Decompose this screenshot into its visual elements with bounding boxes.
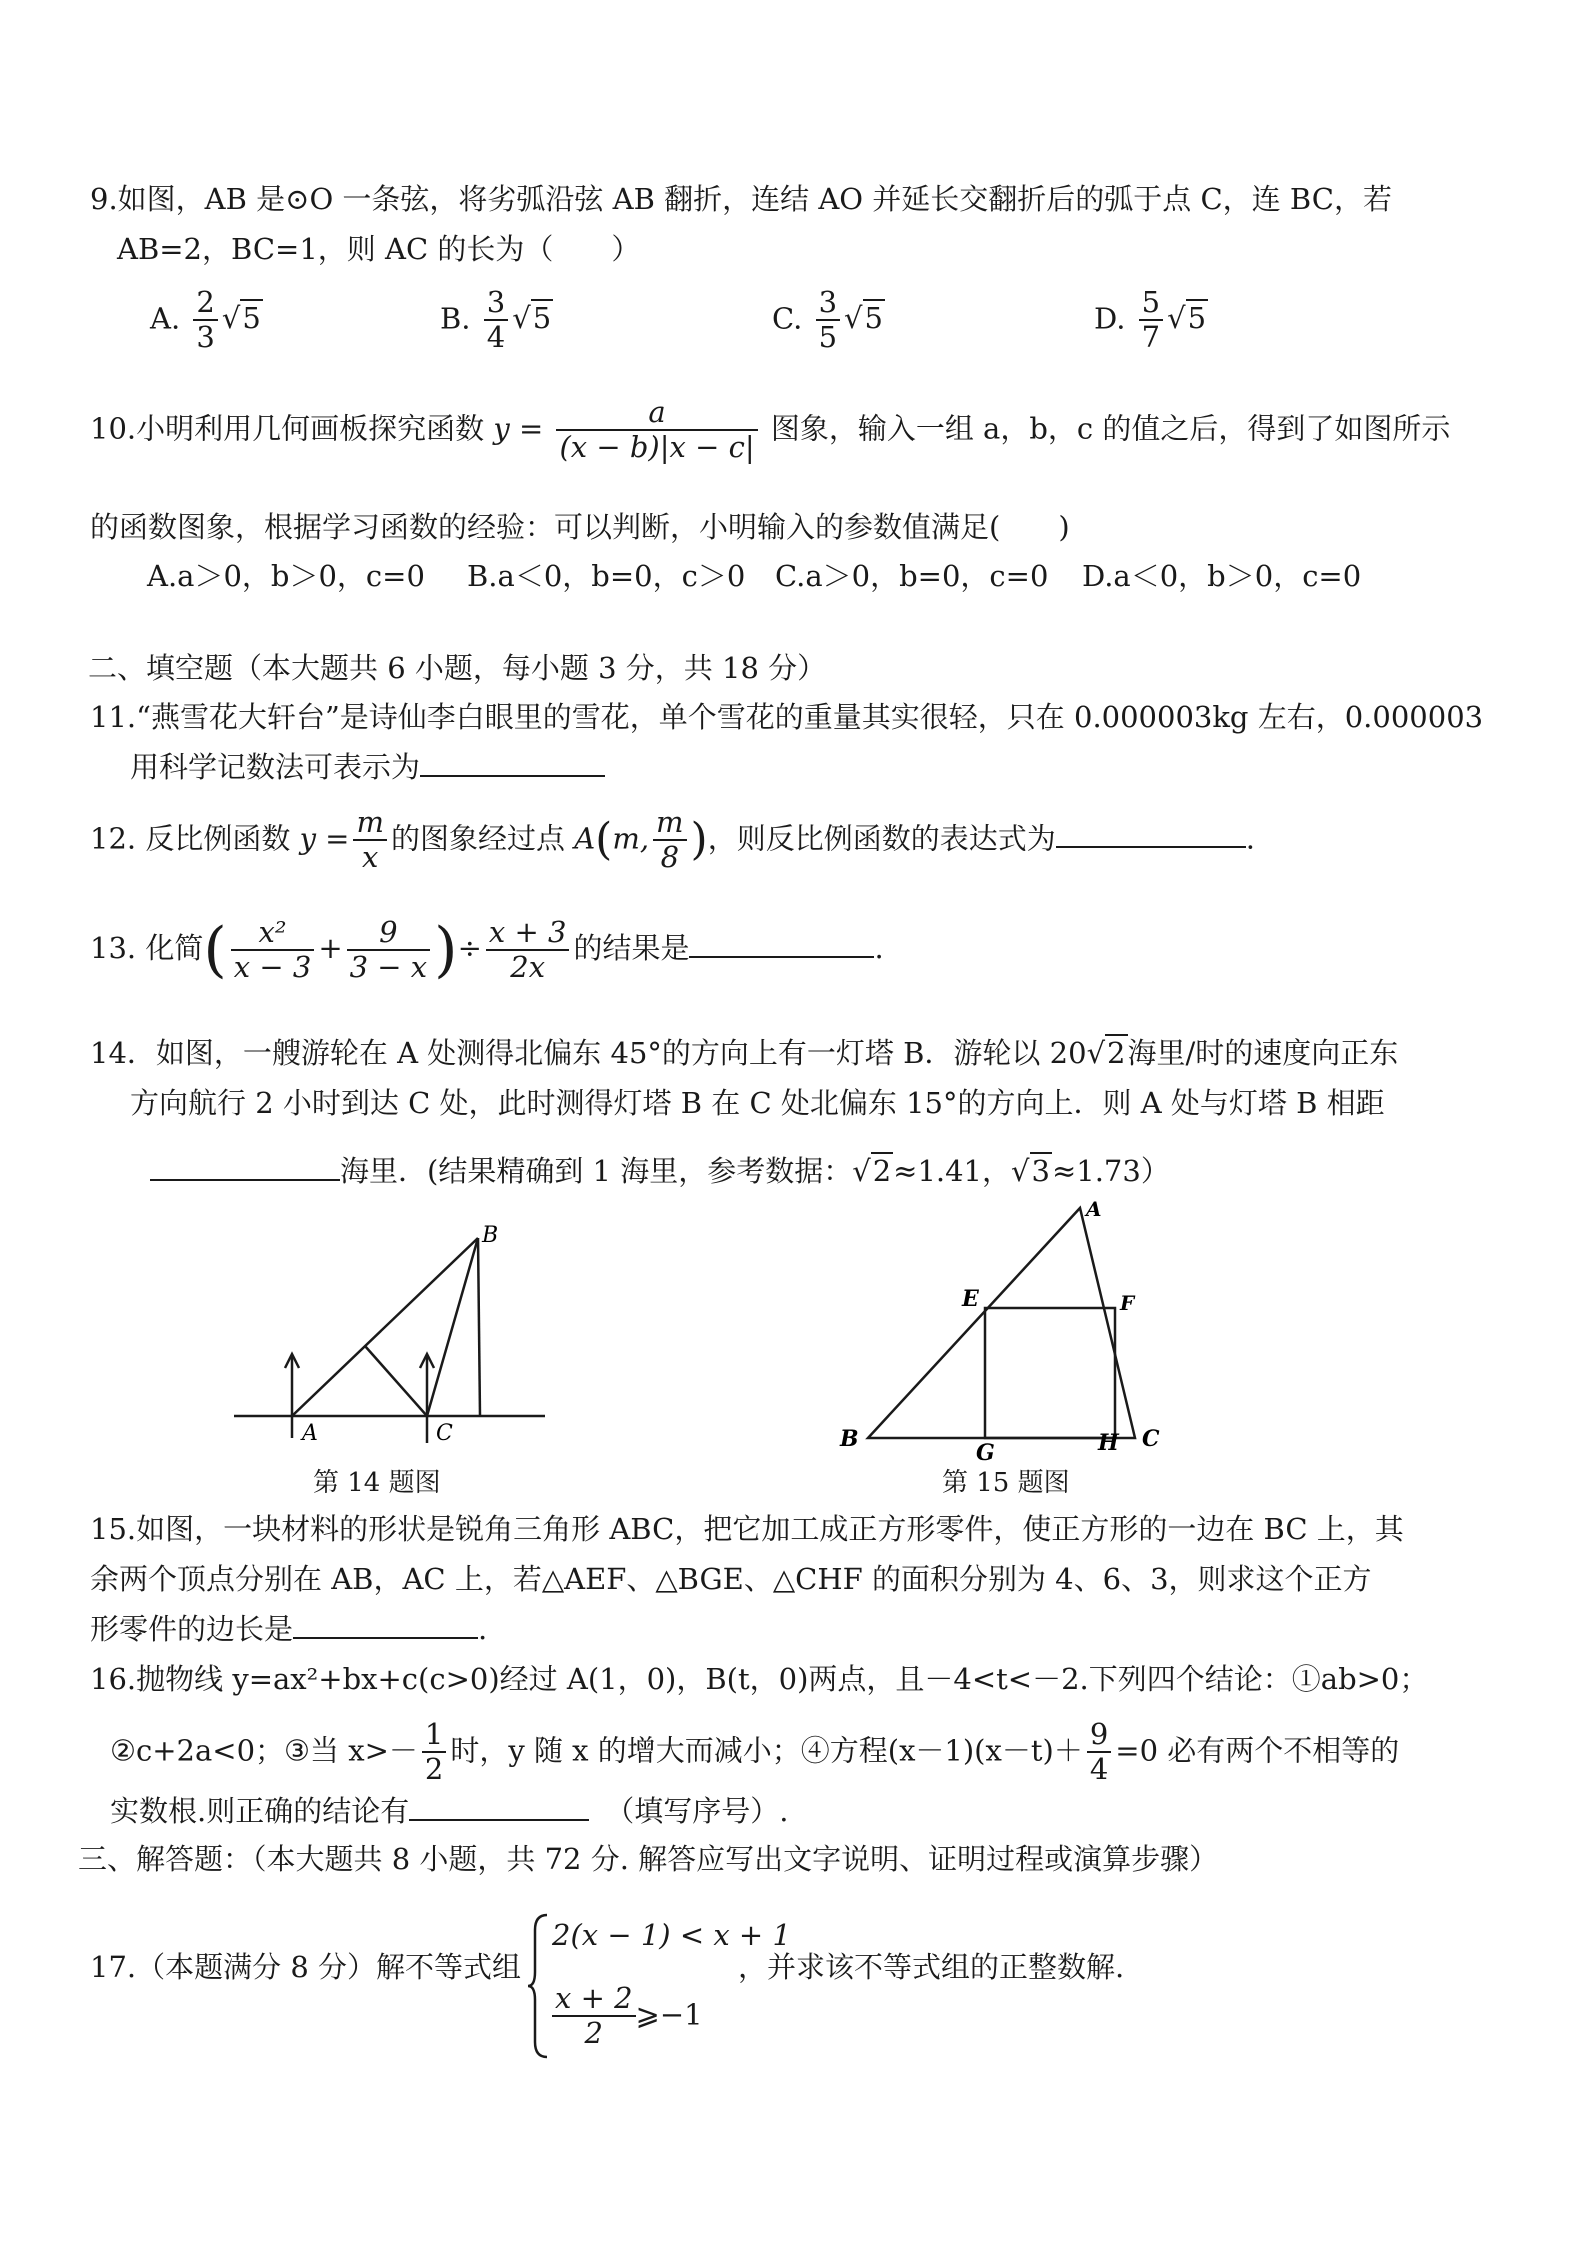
q16-line1: 16.抛物线 y=ax²+bx+c(c>0)经过 A(1，0)，B(t，0)两点，且－4<t<－2.下列四个结论：①ab>0； (90, 1662, 1429, 1696)
q10-tail: 图象，输入一组 a，b，c 的值之后，得到了如图所示 (770, 411, 1451, 446)
q14-line2: 方向航行 2 小时到达 C 处，此时测得灯塔 B 在 C 处北偏东 15°的方向上．则 A 处与灯塔 B 相距 (130, 1086, 1385, 1120)
fig15-label-h: H (1098, 1430, 1119, 1456)
q16-line2 (110, 1718, 1399, 1787)
q12-fraction: $\frac{m}{x}$ (353, 806, 387, 875)
fig14-label-a: A (302, 1421, 318, 1446)
q15-end: . (478, 1612, 488, 1646)
option-label: C. (772, 301, 803, 336)
q10-line2: 的函数图象，根据学习函数的经验：可以判断，小明输入的参数值满足( ) (90, 510, 1070, 544)
fraction: $\frac{5}{7}$ (1139, 286, 1163, 355)
q12-point-fraction: $\frac{m}{8}$ (653, 806, 687, 875)
q9-option-c[interactable] (772, 286, 885, 355)
q14-sqrt2-value: ≈1.41， (893, 1154, 1012, 1188)
sqrt: √2 (1086, 1036, 1126, 1070)
q16-fraction-1: $\frac{1}{2}$ (422, 1718, 446, 1787)
sqrt: √5 (1167, 301, 1207, 336)
q12-tail: ，则反比例函数的表达式为 (707, 821, 1056, 856)
q11-answer-blank[interactable] (420, 774, 605, 777)
q17-fraction: $\frac{x + 2}{2}$ (552, 1982, 636, 2051)
q12-end: . (1245, 821, 1255, 856)
q16-line3-a: 实数根.则正确的结论有 (110, 1794, 410, 1828)
q9-option-b[interactable] (440, 286, 553, 355)
q15-line1: 15.如图，一块材料的形状是锐角三角形 ABC，把它加工成正方形零件，使正方形的一边在 BC 上，其 (90, 1512, 1404, 1546)
q13-divide: ÷ (457, 931, 482, 965)
q10-option-a[interactable]: A.a＞0，b＞0，c=0 (147, 559, 425, 593)
q17-brace (527, 1912, 549, 2060)
fig15-label-a: A (1086, 1198, 1102, 1221)
q12-point-x: m, (612, 821, 650, 856)
q10-stem (90, 396, 1450, 465)
q14-answer-blank[interactable] (150, 1178, 340, 1181)
q13-tail: 的结果是 (573, 931, 690, 965)
q9-text: 9.如图，AB 是⊙O 一条弦，将劣弧沿弦 AB 翻折，连结 AO 并延长交翻折后的弧于点 C，连 BC，若 (90, 182, 1392, 216)
fig14-caption: 第 14 题图 (313, 1468, 441, 1498)
fig15-label-e: E (962, 1286, 979, 1312)
sqrt: √5 (221, 301, 261, 336)
q10-option-d[interactable]: D.a＜0，b＞0，c=0 (1082, 559, 1362, 593)
q11-text: 11.“燕雪花大轩台”是诗仙李白眼里的雪花，单个雪花的重量其实很轻，只在 0.000003kg 左右，0.000003 (90, 700, 1484, 734)
q16-line3-b: （填写序号）. (605, 1794, 789, 1828)
q17-lead: 17.（本题满分 8 分）解不等式组 (90, 1950, 522, 1984)
fig14-label-c: C (436, 1421, 453, 1446)
q9-option-d[interactable] (1094, 286, 1208, 355)
q11-text-line2 (130, 750, 605, 785)
q9-text-line2: AB=2，BC=1，则 AC 的长为（ ） (117, 232, 641, 266)
q10-fn-fraction: $\frac{a}{(x - b)|x - c|}$ (556, 396, 757, 465)
q17-tail: ，并求该不等式组的正整数解. (738, 1950, 1125, 1984)
q13-end: . (874, 931, 884, 965)
q13-stem: 13. 化简( $\frac{\text{x²}}{x - 3}$ + $\frac{9}{3 - x}$ )÷ $\frac{x + 3}{2x}$ 的结果是 . (90, 914, 884, 985)
q15-answer-blank[interactable] (293, 1636, 478, 1639)
q17-inequality-1: 2(x − 1) < x + 1 (552, 1918, 791, 1952)
q17-relation: ⩾−1 (635, 1997, 703, 2032)
sqrt: √3 (1011, 1154, 1050, 1188)
sqrt: √2 (852, 1154, 892, 1188)
fig14-label-b: B (482, 1223, 499, 1248)
option-label: A. (150, 301, 181, 336)
fig15-label-b: B (840, 1426, 859, 1452)
q13-fraction-a: $\frac{\text{x²}}{x - 3}$ (231, 916, 315, 985)
q12-point-name: A (574, 821, 596, 856)
q14-sqrt3-value: ≈1.73） (1051, 1154, 1170, 1188)
q16-line2-b: 时，y 随 x 的增大而减小；④方程(x－1)(x－t)＋ (450, 1733, 1083, 1768)
q12-stem: 12. 反比例函数 y = $\frac{m}{x}$ 的图象经过点 A(m, $\frac{m}{8}$ )，则反比例函数的表达式为 . (90, 805, 1255, 875)
q10-lead: 10.小明利用几何画板探究函数 (90, 411, 485, 446)
q13-lead: 13. 化简 (90, 931, 204, 965)
q14-line1-b: 海里/时的速度向正东 (1127, 1036, 1399, 1070)
section-3-title: 三、解答题：（本大题共 8 小题，共 72 分. 解答应写出文字说明、证明过程或演算步骤） (78, 1842, 1219, 1876)
q10-option-c[interactable]: C.a＞0，b=0，c=0 (775, 559, 1049, 593)
q15-line3 (90, 1612, 487, 1647)
fraction: $\frac{3}{4}$ (484, 286, 508, 355)
q15-line3-text: 形零件的边长是 (90, 1612, 294, 1646)
sqrt: √5 (512, 301, 552, 336)
q11-label: 用科学记数法可表示为 (130, 750, 421, 784)
q12-y-eq: y = (299, 821, 350, 856)
q10-option-b[interactable]: B.a＜0，b=0，c＞0 (467, 559, 746, 593)
q16-line2-c: =0 必有两个不相等的 (1115, 1733, 1400, 1768)
q16-line3 (110, 1794, 788, 1829)
q17-inequality-2 (552, 1982, 703, 2051)
q13-fraction-b: $\frac{9}{3 - x}$ (347, 916, 431, 985)
option-label: B. (440, 301, 471, 336)
fig15-caption: 第 15 题图 (942, 1468, 1070, 1498)
fraction: $\frac{3}{5}$ (816, 286, 840, 355)
q13-plus: + (318, 931, 343, 965)
fraction: $\frac{2}{3}$ (193, 286, 217, 355)
figure-14 (230, 1218, 550, 1463)
fig15-label-c: C (1142, 1426, 1160, 1452)
figure-15 (830, 1198, 1170, 1468)
q16-fraction-2: $\frac{9}{4}$ (1087, 1718, 1111, 1787)
fig15-label-f: F (1120, 1291, 1135, 1315)
q14-line1-a: 14．如图，一艘游轮在 A 处测得北偏东 45°的方向上有一灯塔 B．游轮以 20 (90, 1036, 1087, 1070)
q13-fraction-c: $\frac{x + 3}{2x}$ (486, 916, 570, 985)
q14-line3 (150, 1154, 1170, 1189)
fig15-label-g: G (976, 1440, 995, 1466)
q9-option-a[interactable] (150, 286, 263, 355)
q16-line2-a: ②c+2a<0；③当 x>－ (110, 1733, 418, 1768)
q12-mid: 的图象经过点 (390, 821, 565, 856)
q16-answer-blank[interactable] (409, 1818, 589, 1821)
q12-answer-blank[interactable] (1056, 845, 1246, 848)
section-2-title: 二、填空题（本大题共 6 小题，每小题 3 分，共 18 分） (88, 651, 827, 685)
q14-line1 (90, 1036, 1398, 1071)
q13-answer-blank[interactable] (689, 955, 874, 958)
q14-line3-a: 海里．(结果精确到 1 海里，参考数据： (340, 1154, 853, 1188)
sqrt: √5 (844, 301, 883, 336)
option-label: D. (1094, 301, 1126, 336)
q15-line2: 余两个顶点分别在 AB，AC 上，若△AEF、△BGE、△CHF 的面积分别为 4、6、3，则求这个正方 (90, 1562, 1372, 1596)
q10-fn-lhs: y = (493, 411, 544, 446)
q12-lead: 12. 反比例函数 (90, 821, 291, 856)
